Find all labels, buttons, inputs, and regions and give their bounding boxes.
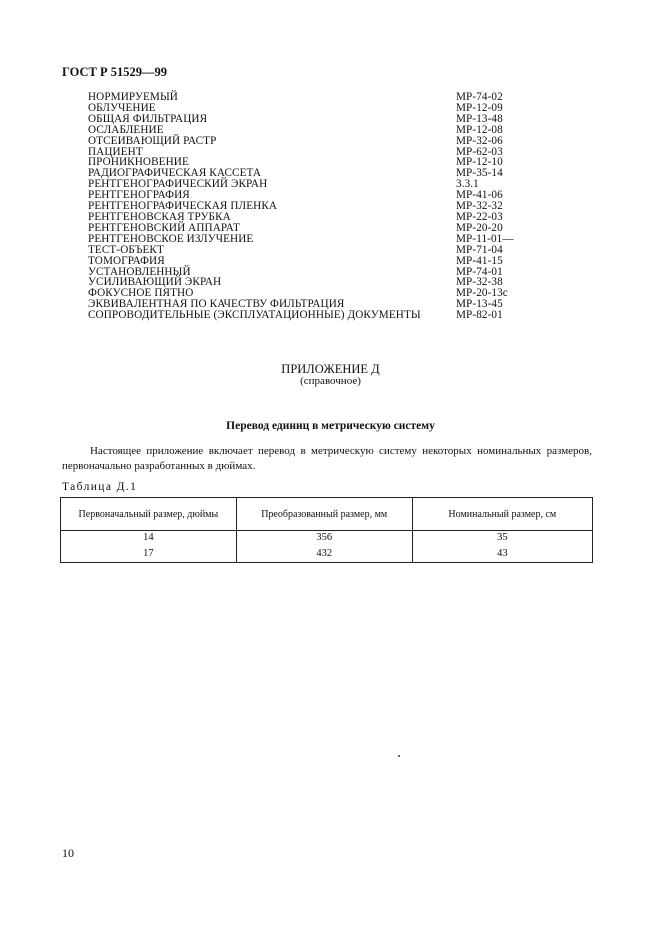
term-name: ОБЩАЯ ФИЛЬТРАЦИЯ (88, 112, 208, 125)
term-name: ОБЛУЧЕНИЕ (88, 101, 156, 114)
term-code: MP-41-15 (456, 254, 503, 267)
document-header: ГОСТ Р 51529—99 (62, 65, 168, 79)
term-name: УСТАНОВЛЕННЫЙ (88, 265, 191, 278)
term-name: РЕНТГЕНОГРАФИЯ (88, 189, 190, 202)
term-code: MP-41-06 (456, 189, 503, 202)
appendix-subtitle: (справочное) (300, 375, 361, 387)
header-converted-size: Преобразованный размер, мм (236, 498, 412, 531)
term-code: MP-13-45 (456, 298, 503, 311)
term-code: 3.3.1 (456, 178, 479, 191)
term-code: MP-71-04 (456, 243, 503, 256)
term-code: MP-74-01 (456, 265, 503, 278)
table-cell: 43 (412, 547, 592, 563)
term-code: MP-12-08 (456, 123, 503, 136)
table-cell: 17 (61, 547, 237, 563)
term-code: MP-82-01 (456, 309, 503, 322)
term-name: РЕНТГЕНОВСКИЙ АППАРАТ (88, 221, 240, 234)
term-code: MP-32-32 (456, 200, 503, 213)
conversion-table (60, 497, 593, 563)
term-name: РЕНТГЕНОВСКАЯ ТРУБКА (88, 210, 231, 223)
header-original-size: Первоначальный размер, дюймы (61, 498, 237, 531)
term-code: MP-12-09 (456, 101, 503, 114)
term-code: MP-13-48 (456, 112, 503, 125)
term-row (88, 245, 528, 256)
page-number: 10 (62, 846, 74, 860)
term-name: ПРОНИКНОВЕНИЕ (88, 156, 189, 169)
terms-list (88, 92, 528, 321)
table-row (61, 547, 593, 563)
table-cell: 432 (236, 547, 412, 563)
term-name: ОТСЕИВАЮЩИЙ РАСТР (88, 134, 217, 147)
table-caption: Таблица Д.1 (62, 481, 138, 493)
term-name: ЭКВИВАЛЕНТНАЯ ПО КАЧЕСТВУ ФИЛЬТРАЦИЯ (88, 298, 345, 311)
term-code: MP-62-03 (456, 145, 503, 158)
term-row (88, 256, 528, 267)
term-name: РАДИОГРАФИЧЕСКАЯ КАССЕТА (88, 167, 262, 180)
term-name: ОСЛАБЛЕНИЕ (88, 123, 164, 136)
term-name: НОРМИРУЕМЫЙ (88, 91, 178, 103)
term-row (88, 136, 528, 147)
term-name: ТОМОГРАФИЯ (88, 254, 165, 267)
table-header-row (61, 498, 593, 531)
term-code: MP-20-20 (456, 221, 503, 234)
appendix-title: ПРИЛОЖЕНИЕ Д (281, 362, 380, 376)
term-code: MP-20-13c (456, 287, 508, 300)
table-cell: 35 (412, 531, 592, 547)
term-row (88, 125, 528, 136)
term-name: РЕНТГЕНОВСКОЕ ИЗЛУЧЕНИЕ (88, 232, 254, 245)
table-row (61, 531, 593, 547)
term-name: СОПРОВОДИТЕЛЬНЫЕ (ЭКСПЛУАТАЦИОННЫЕ) ДОКУМЕНТЫ (88, 309, 421, 322)
term-name: РЕНТГЕНОГРАФИЧЕСКИЙ ЭКРАН (88, 178, 268, 191)
term-code: MP-32-38 (456, 276, 503, 289)
term-name: ТЕСТ-ОБЪЕКТ (88, 243, 164, 256)
scan-speck (398, 755, 400, 757)
term-name: УСИЛИВАЮЩИЙ ЭКРАН (88, 276, 222, 289)
term-code: MP-35-14 (456, 167, 503, 180)
term-name: ПАЦИЕНТ (88, 145, 143, 158)
term-code: MP-11-01— (456, 232, 514, 245)
term-row (88, 310, 528, 321)
section-title: Перевод единиц в метрическую систему (226, 420, 435, 432)
term-name: ФОКУСНОЕ ПЯТНО (88, 287, 194, 300)
term-code: MP-12-10 (456, 156, 503, 169)
term-code: MP-74-02 (456, 91, 503, 103)
term-name: РЕНТГЕНОГРАФИЧЕСКАЯ ПЛЕНКА (88, 200, 278, 213)
body-paragraph: Настоящее приложение включает перевод в метрическую систему некоторых номинальных размеров, первоначально разработанных в дюймах. (62, 445, 592, 472)
term-code: MP-32-06 (456, 134, 503, 147)
table-cell: 14 (61, 531, 237, 547)
table-cell: 356 (236, 531, 412, 547)
term-code: MP-22-03 (456, 210, 503, 223)
header-nominal-size: Номинальный размер, см (412, 498, 592, 531)
